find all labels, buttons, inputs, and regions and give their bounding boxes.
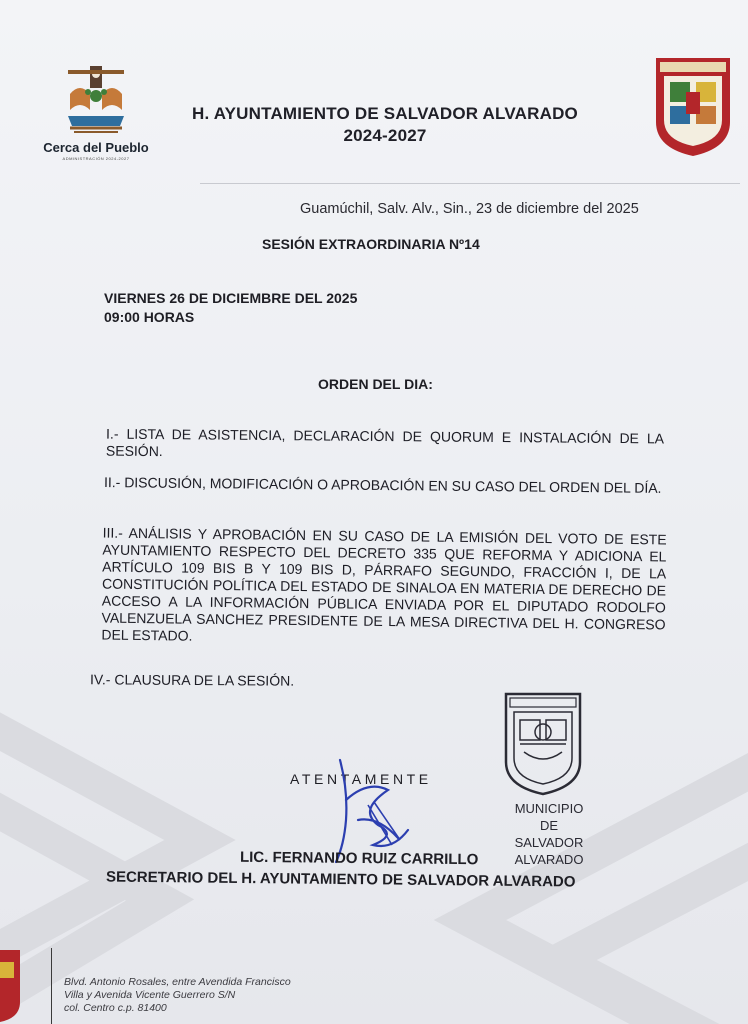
title-line-1: H. AYUNTAMIENTO DE SALVADOR ALVARADO: [192, 104, 578, 123]
title-line-2: 2024-2027: [343, 126, 427, 145]
address-line-2: Villa y Avenida Vicente Guerrero S/N: [64, 989, 236, 1001]
agenda-item-1: I.- LISTA DE ASISTENCIA, DECLARACIÓN DE QUORUM E INSTALACIÓN DE LA SESIÓN.: [105, 425, 665, 460]
municipal-seal-icon: [652, 52, 734, 158]
footer-divider: [51, 948, 52, 1024]
date-line: Guamúchil, Salv. Alv., Sin., 23 de diciembre del 2025: [300, 201, 639, 217]
stamp-line-4: ALVARADO: [514, 852, 584, 867]
stamp-caption: [500, 800, 598, 868]
agenda-item-4: IV.- CLAUSURA DE LA SESIÓN.: [89, 671, 295, 689]
stamp-line-3: SALVADOR: [514, 835, 584, 850]
logo-text: Cerca del Pueblo: [43, 140, 149, 155]
header-divider: [200, 183, 740, 184]
cerca-del-pueblo-logo: [40, 60, 152, 170]
logo-emblem-icon: [40, 60, 152, 140]
stamp-line-1: MUNICIPIO: [514, 801, 584, 816]
footer-seal-icon: [0, 942, 26, 1024]
official-stamp-icon: [500, 686, 586, 798]
session-day: VIERNES 26 DE DICIEMBRE DEL 2025: [104, 290, 358, 306]
agenda-title: ORDEN DEL DIA:: [318, 376, 433, 392]
signer-name: LIC. FERNANDO RUIZ CARRILLO: [239, 848, 479, 869]
closing-text: ATENTAMENTE: [290, 771, 432, 787]
address-line-1: Blvd. Antonio Rosales, entre Avendida Francisco: [64, 976, 291, 988]
document-title: [150, 103, 620, 147]
agenda-item-2: II.- DISCUSIÓN, MODIFICACIÓN O APROBACIÓN EN SU CASO DEL ORDEN DEL DÍA.: [103, 474, 662, 496]
agenda-item-3: III.- ANÁLISIS Y APROBACIÓN EN SU CASO DE LA EMISIÓN DEL VOTO DE ESTE AYUNTAMIENTO RESPECTO DEL DECRETO 335 QUE REFORMA Y ADICIONA EL ARTÍCULO 109 BIS B Y 109 BIS D, PÁRRAFO SEGUNDO, FRACCIÓN I, DE LA CONSTITUCIÓN POLÍTICA DEL ESTADO DE SINALOA EN MATERIA DE DERECHO DE ACCESO A LA INFORMACIÓN PÚBLICA ENVIADA POR EL DIPUTADO RODOLFO VALENZUELA SANCHEZ PRESIDENTE DE LA MESA DIRECTIVA DEL H. CONGRESO DEL ESTADO.: [101, 524, 667, 644]
session-title: SESIÓN EXTRAORDINARIA Nº14: [262, 236, 480, 252]
logo-subtext: ADMINISTRACIÓN 2024-2027: [62, 156, 130, 161]
address-line-3: col. Centro c.p. 81400: [64, 1002, 167, 1014]
footer-address: [64, 976, 291, 1015]
stamp-line-2: DE: [539, 818, 559, 833]
signer-position: SECRETARIO DEL H. AYUNTAMIENTO DE SALVADOR ALVARADO: [105, 868, 576, 891]
session-time: 09:00 HORAS: [104, 309, 195, 325]
session-schedule: [104, 289, 357, 327]
